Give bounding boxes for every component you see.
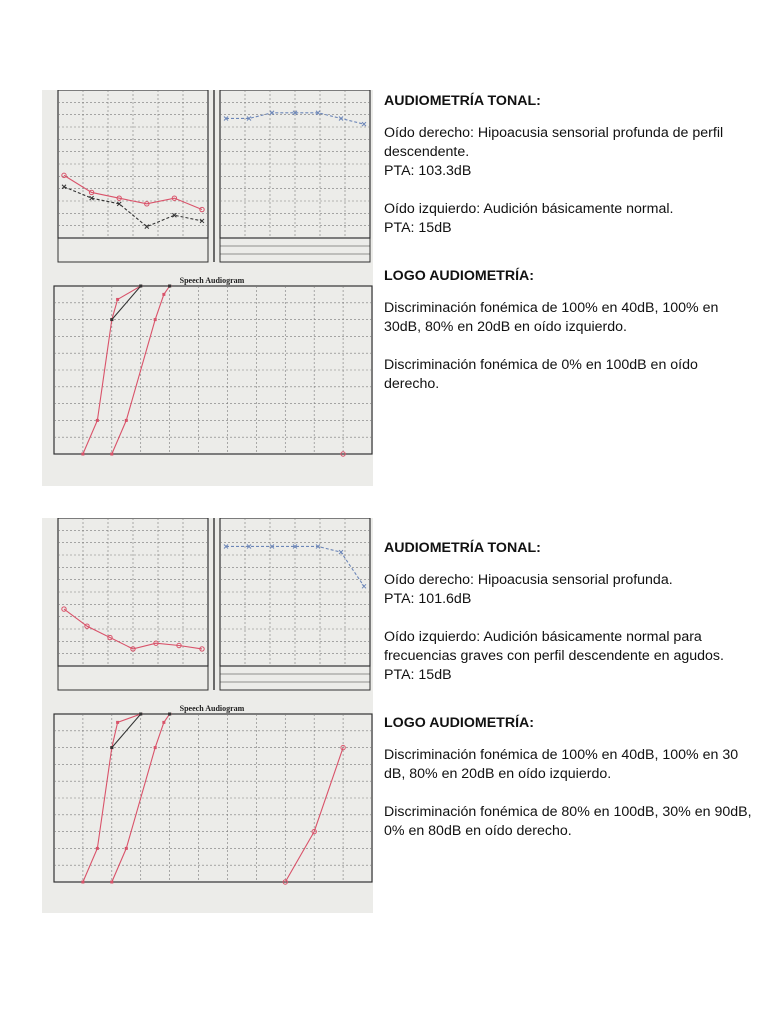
speech-series-point xyxy=(81,881,84,884)
speech-series-point xyxy=(125,847,128,850)
audiogram-photo-1 xyxy=(42,90,373,486)
left-ear-text: Oído izquierdo: Audición básicamente normal para frecuencias graves con perfil descendente en agudos. PTA: 15dB xyxy=(384,629,724,683)
speech-title: Speech Audiogram xyxy=(179,276,245,285)
speech-series-point xyxy=(110,881,113,884)
speech-series-point xyxy=(110,453,113,456)
logo-right-text: Discriminación fonémica de 80% en 100dB, 30% en 90dB, 0% en 80dB en oído derecho. xyxy=(384,804,752,839)
audiogram-drawing-1 xyxy=(42,90,373,486)
speech-series-point xyxy=(154,746,157,749)
speech-series-point xyxy=(116,721,119,724)
report-text-2 xyxy=(384,539,754,860)
right-ear-text: Oído derecho: Hipoacusia sensorial profunda. PTA: 101.6dB xyxy=(384,572,673,607)
speech-series-point xyxy=(154,318,157,321)
speech-series-point xyxy=(168,713,171,716)
speech-series-point xyxy=(125,419,128,422)
logo-heading: LOGO AUDIOMETRÍA: xyxy=(384,268,535,284)
logo-left-text: Discriminación fonémica de 100% en 40dB, 100% en 30dB, 80% en 20dB en oído izquierdo. xyxy=(384,300,719,335)
left-ear-text: Oído izquierdo: Audición básicamente normal. PTA: 15dB xyxy=(384,201,674,236)
speech-series-point xyxy=(139,285,142,288)
speech-series-point xyxy=(116,298,119,301)
speech-series-point xyxy=(110,318,113,321)
logo-heading: LOGO AUDIOMETRÍA: xyxy=(384,715,535,731)
report-text-1 xyxy=(384,92,754,413)
audiogram-drawing-2 xyxy=(42,518,373,913)
speech-series-point xyxy=(96,419,99,422)
speech-series-point xyxy=(139,713,142,716)
speech-series-point xyxy=(168,285,171,288)
speech-series-point xyxy=(81,453,84,456)
speech-series-point xyxy=(96,847,99,850)
logo-left-text: Discriminación fonémica de 100% en 40dB, 100% en 30 dB, 80% en 20dB en oído izquierdo. xyxy=(384,747,739,782)
right-ear-text: Oído derecho: Hipoacusia sensorial profunda de perfil descendente. PTA: 103.3dB xyxy=(384,125,724,179)
audiogram-photo-2 xyxy=(42,518,373,913)
speech-series-point xyxy=(162,721,165,724)
speech-series-point xyxy=(162,293,165,296)
tonal-heading: AUDIOMETRÍA TONAL: xyxy=(384,93,541,109)
tonal-heading: AUDIOMETRÍA TONAL: xyxy=(384,540,541,556)
logo-right-text: Discriminación fonémica de 0% en 100dB en oído derecho. xyxy=(384,357,698,392)
speech-title: Speech Audiogram xyxy=(179,704,245,713)
speech-series-point xyxy=(110,746,113,749)
